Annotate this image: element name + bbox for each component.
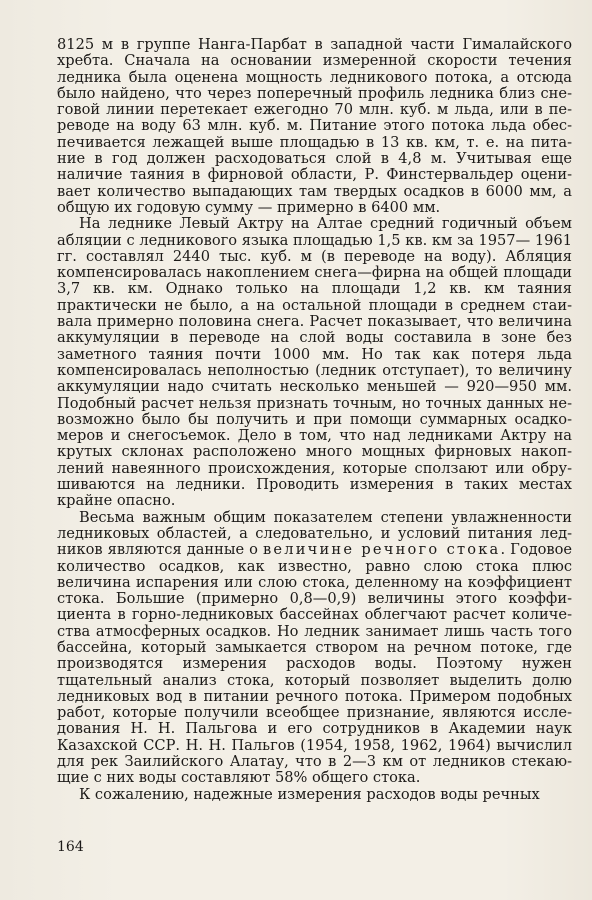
- paragraph-1-text: 8125 м в группе Нанга-Парбат в западной части Гималайского хребта. Сначала на основании измеренной скорости течения ледника была оценена мощность ледникового потока, а отсюда было найдено, что через поперечный профиль ледника близ снеговой линии перетекает ежегодно 70 млн. куб. м льда, или в переводе на воду 63 млн. куб. м. Питание этого потока льда обеспечивается лежащей выше площадью в 13 кв. км, т. е. на питание в год должен расходоваться слой в 4,8 м. Учитывая еще наличие таяния в фирновой области, Р. Финстервальдер оценивает количество выпадающих там твердых осадков в 6000 мм, а общую их годовую сумму — примерно в 6400 мм.: [57, 36, 572, 216]
- paragraph-4: [57, 787, 572, 803]
- paragraph-3-text-b: . Годовое количество осадков, как известно, равно слою стока плюс величина испарения или слою стока, деленному на коэффициент стока. Большие (примерно 0,8—0,9) величины этого коэффициента в горно-ледниковых бассейнах облегчают расчет количества атмосферных осадков. Но ледник занимает лишь часть того бассейна, который замыкается створом на речном потоке, где производятся измерения расходов воды. Поэтому нужен тщательный анализ стока, который позволяет выделить долю ледниковых вод в питании речного потока. Примером подобных работ, которые получили всеобщее признание, являются исследования Н. Н. Пальгова и его сотрудников в Академии наук Казахской ССР. Н. Н. Пальгов (1954, 1958, 1962, 1964) вычислил для рек Заилийского Алатау, что в 2—3 км от ледников стекающие с них воды составляют 58% общего стока.: [57, 541, 573, 787]
- paragraph-4-text: К сожалению, надежные измерения расходов воды речных: [79, 785, 540, 803]
- paragraph-2: [57, 216, 572, 509]
- body-text: [57, 37, 572, 803]
- page-number: 164: [57, 839, 84, 855]
- paragraph-3-text-a: Весьма важным общим показателем степени увлажненности ледниковых областей, а следовательно, и условий питания ледников являются данные о: [57, 508, 572, 559]
- paragraph-2-text: На леднике Левый Актру на Алтае средний годичный объем абляции с ледникового языка площадью 1,5 кв. км за 1957— 1961 гг. составлял 2440 тыс. куб. м (в переводе на воду). Абляция компенсировалась накоплением снега—фирна на общей площади 3,7 кв. км. Однако только на площади 1,2 кв. км таяния практически не было, а на остальной площади в среднем стаивала примерно половина снега. Расчет показывает, что величина аккумуляции в переводе на слой воды составила в зоне без заметного таяния почти 1000 мм. Но так как потеря льда компенсировалась неполностью (ледник отступает), то величину аккумуляции надо считать несколько меньшей — 920—950 мм. Подобный расчет нельзя признать точным, но точных данных невозможно было бы получить и при помощи суммарных осадкомеров и снегосъемок. Дело в том, что над ледниками Актру на крутых склонах расположено много мощных фирновых накоплений навеянного происхождения, которые сползают или обрушиваются на ледники. Проводить измерения в таких местах крайне опасно.: [57, 215, 572, 510]
- paragraph-3: [57, 510, 572, 787]
- paragraph-1: [57, 37, 572, 216]
- paragraph-3-emphasis: величине речного стока: [262, 541, 501, 559]
